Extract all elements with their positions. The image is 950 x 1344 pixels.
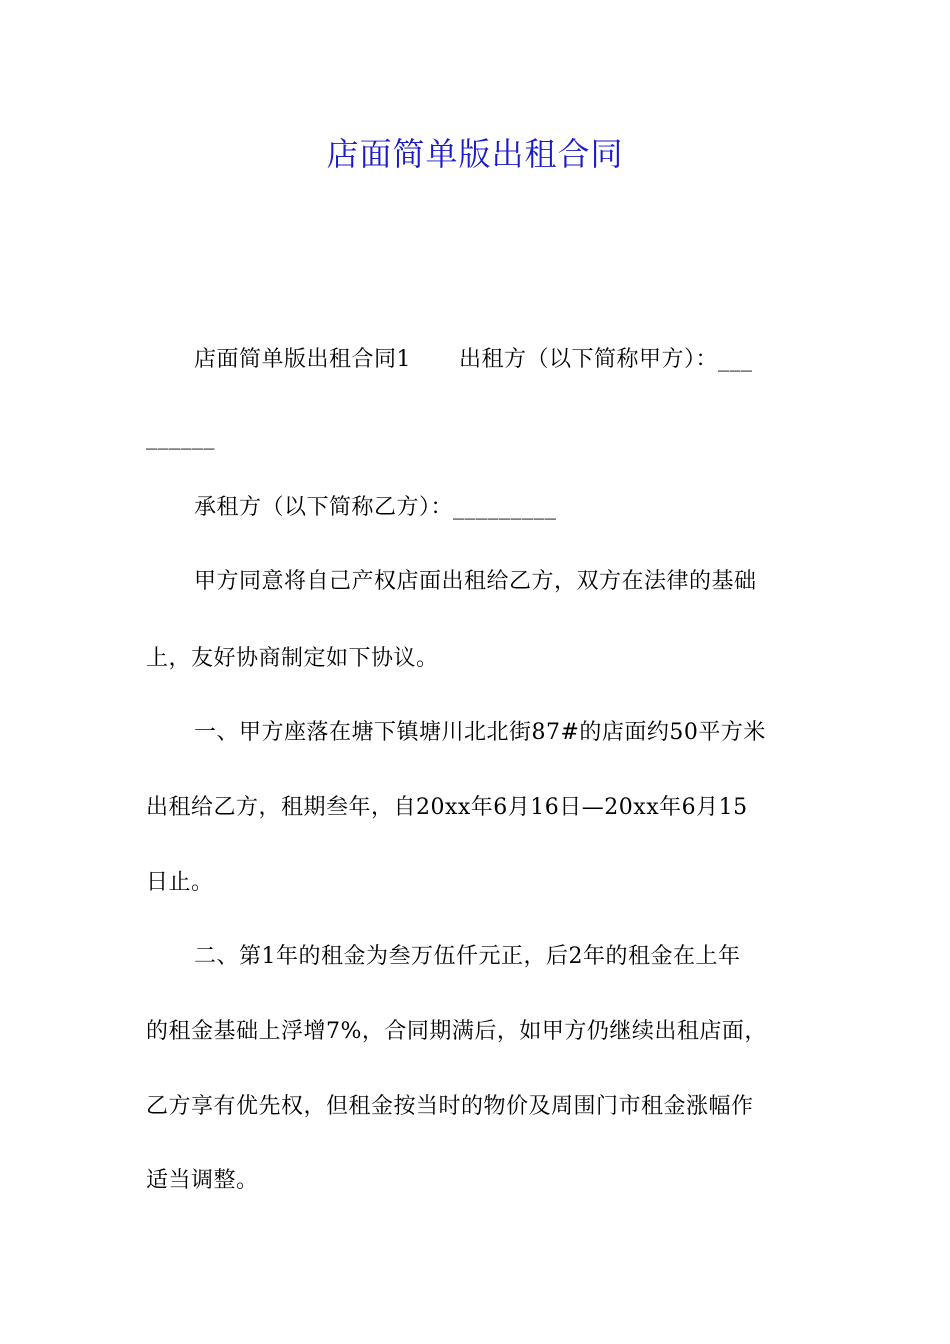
clause-2-line-4: 适当调整。 [146, 1168, 259, 1193]
lessor-blank-continuation: ______ [146, 425, 215, 450]
clause-2-line-2: 的租金基础上浮增7%，合同期满后，如甲方仍继续出租店面， [146, 1019, 767, 1044]
clause-2-line-1: 二、第1年的租金为叁万伍仟元正，后2年的租金在上年 [194, 944, 741, 969]
lessee-line: 承租方（以下简称乙方）：_________ [194, 495, 557, 520]
clause-2-line-3: 乙方享有优先权，但租金按当时的物价及周围门市租金涨幅作 [146, 1094, 754, 1119]
clause-1-line-3: 日止。 [146, 870, 214, 895]
paragraph-intro-line-2: 上，友好协商制定如下协议。 [146, 646, 439, 671]
clause-1-line-2: 出租给乙方，租期叁年，自20xx年6月16日—20xx年6月15 [146, 795, 748, 820]
document-title: 店面简单版出租合同 [326, 135, 624, 173]
lessor-line [194, 345, 814, 375]
lessor-label: 出租方（以下简称甲方）：___ [459, 347, 753, 372]
clause-1-line-1: 一、甲方座落在塘下镇塘川北北街87#的店面约50平方米 [194, 720, 766, 745]
contract-subtitle: 店面简单版出租合同1 [194, 347, 411, 372]
paragraph-intro-line-1: 甲方同意将自己产权店面出租给乙方，双方在法律的基础 [194, 569, 757, 594]
